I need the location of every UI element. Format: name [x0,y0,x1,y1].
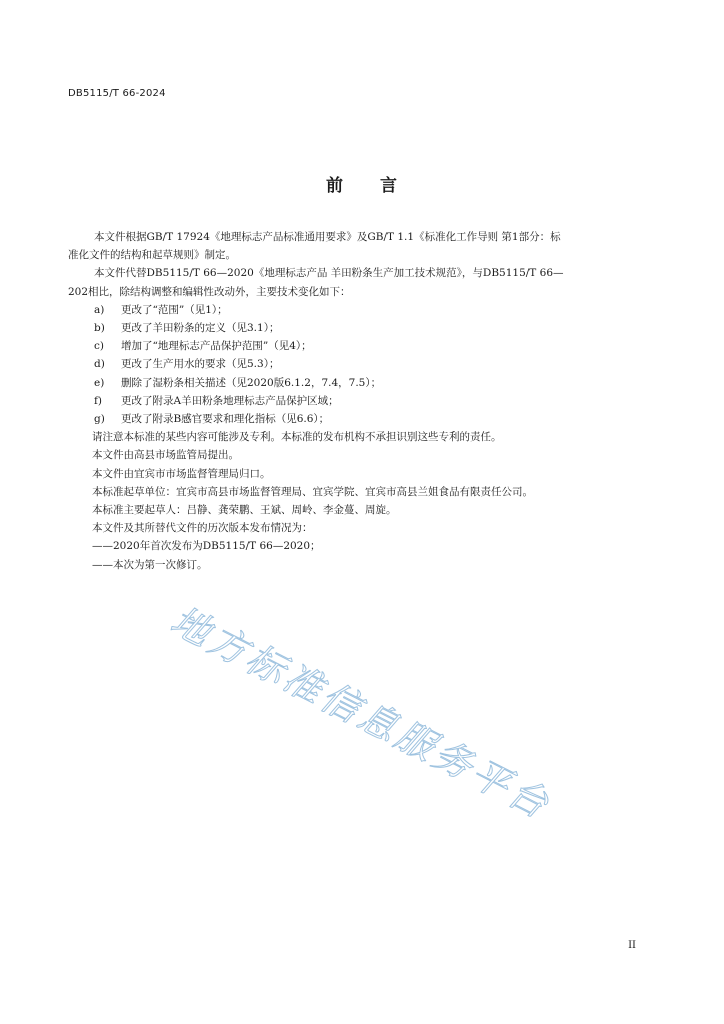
statements [92,428,640,574]
paragraph-replace-line1: 本文件代替DB5115/T 66—2020《地理标志产品 羊田粉条生产加工技术规范》，与DB5115/T 66— [94,267,564,280]
history-intro: 本文件及其所替代文件的历次版本发布情况为： [92,522,313,535]
administrator-statement: 本文件由宜宾市市场监督管理局归口。 [92,467,271,480]
list-item-mark: d) [94,358,105,371]
list-item [94,374,640,392]
paragraph-basis-line1: 本文件根据GB/T 17924《地理标志产品标准通用要求》及GB/T 1.1《标准化工作导则 第1部分：标 [94,231,561,243]
proposer-statement: 本文件由高县市场监管局提出。 [92,449,239,462]
list-item-text: 更改了羊田粉条的定义（见3.1）； [121,322,280,335]
paragraph-basis-line2: 准化文件的结构和起草规则》制定。 [68,249,236,262]
drafters: 本标准主要起草人：吕静、龚荣鹏、王斌、周岭、李金蔓、周旋。 [92,504,397,517]
drafting-units: 本标准起草单位：宜宾市高县市场监督管理局、宜宾学院、宜宾市高县兰姐食品有限责任公司。 [92,485,533,498]
list-item-mark: b) [94,322,105,335]
list-item-mark: f) [94,394,102,407]
changes-list [94,301,640,428]
list-item [94,337,640,355]
paragraph-basis [68,228,640,264]
history-item: ——本次为第一次修订。 [92,558,208,571]
foreword-body [68,228,640,574]
paragraph-replace [68,264,640,300]
list-item [94,410,640,428]
page-title: 前 言 [326,176,398,196]
history-item: ——2020年首次发布为DB5115/T 66—2020； [92,540,321,553]
list-item-text: 更改了“范围”（见1）； [121,303,228,316]
document-code: DB5115/T 66-2024 [68,88,166,99]
list-item-mark: a) [94,303,105,316]
list-item-mark: g) [94,413,105,426]
list-item [94,319,640,337]
watermark: 地方标准信息服务平台 [163,598,559,828]
list-item-mark: e) [94,376,105,389]
page-number: II [628,940,636,951]
list-item [94,301,640,319]
list-item-mark: c) [94,340,104,353]
patent-statement: 请注意本标准的某些内容可能涉及专利。本标准的发布机构不承担识别这些专利的责任。 [92,431,502,444]
list-item [94,392,640,410]
list-item-text: 更改了附录B感官要求和理化指标（见6.6）； [121,413,330,426]
list-item-text: 更改了生产用水的要求（见5.3）； [121,358,280,371]
list-item [94,355,640,373]
paragraph-replace-line2: 202相比，除结构调整和编辑性改动外，主要技术变化如下： [68,285,351,298]
list-item-text: 删除了湿粉条相关描述（见2020版6.1.2，7.4，7.5）； [121,376,382,389]
list-item-text: 更改了附录A羊田粉条地理标志产品保护区域； [121,394,339,407]
list-item-text: 增加了“地理标志产品保护范围”（见4）； [121,340,312,353]
